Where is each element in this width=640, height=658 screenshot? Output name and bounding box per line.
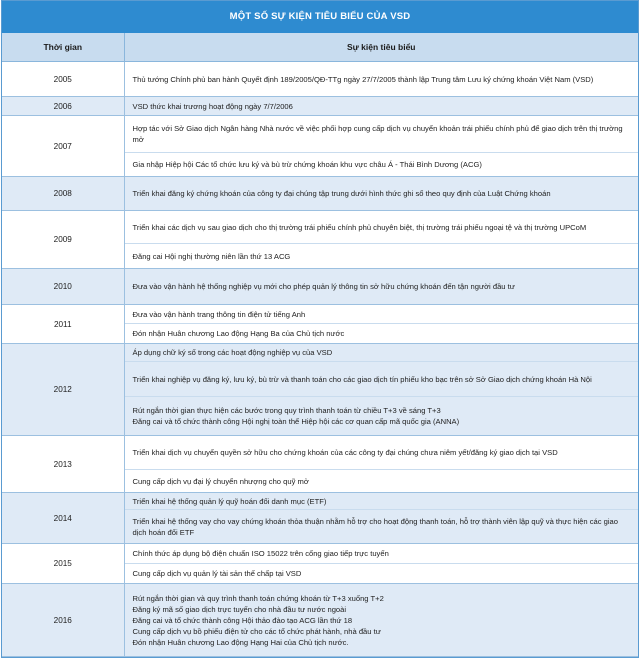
event-cell: Triển khai dịch vụ chuyển quyền sở hữu cho chứng khoán của các công ty đại chúng chưa niêm yết/đăng ký giao dịch tại VSD bbox=[124, 436, 638, 470]
table-row bbox=[2, 116, 638, 153]
event-cell: Rút ngắn thời gian và quy trình thanh toán chứng khoán từ T+3 xuống T+2 Đăng ký mã số giao dịch trực tuyến cho nhà đầu tư nước ngoài Đăng cai và tổ chức thành công Hội thảo đào tạo ACG lần thứ 18 Cung cấp dịch vụ bồ phiếu điện tử cho các tổ chức phát hành, nhà đầu tư Đón nhận Huân chương Lao động Hạng Hai của Chủ tịch nước. bbox=[124, 584, 638, 657]
table-row bbox=[2, 544, 638, 564]
event-cell: Thủ tướng Chính phủ ban hành Quyết định 189/2005/QĐ-TTg ngày 27/7/2005 thành lập Trung tâm Lưu ký chứng khoán Việt Nam (VSD) bbox=[124, 62, 638, 97]
year-cell: 2013 bbox=[2, 436, 124, 493]
event-cell: VSD thức khai trương hoạt động ngày 7/7/2006 bbox=[124, 97, 638, 116]
header-row bbox=[2, 33, 638, 62]
events-table bbox=[2, 33, 638, 657]
table-row bbox=[2, 344, 638, 362]
year-cell: 2015 bbox=[2, 544, 124, 584]
event-cell: Áp dụng chữ ký số trong các hoạt động nghiệp vụ của VSD bbox=[124, 344, 638, 362]
table-row bbox=[2, 436, 638, 470]
table-row bbox=[2, 269, 638, 305]
year-cell: 2007 bbox=[2, 116, 124, 177]
year-cell: 2011 bbox=[2, 305, 124, 344]
table-row bbox=[2, 305, 638, 324]
year-cell: 2005 bbox=[2, 62, 124, 97]
year-cell: 2014 bbox=[2, 493, 124, 544]
event-cell: Triển khai các dịch vụ sau giao dịch cho thị trường trái phiếu chính phủ chuyên biệt, thị trường trái phiếu ngoại tệ và thị trường UPCoM bbox=[124, 211, 638, 244]
event-cell: Triển khai hệ thống vay cho vay chứng khoán thỏa thuận nhằm hỗ trợ cho hoạt động thanh toán, hỗ trợ thành viên lập quỹ và thực hiện các giao dịch hoán đổi ETF bbox=[124, 510, 638, 544]
table-row bbox=[2, 211, 638, 244]
header-time: Thời gian bbox=[2, 33, 124, 62]
event-cell: Đưa vào vận hành hệ thống nghiệp vụ mới cho phép quản lý thông tin sở hữu chứng khoán đến tận người đầu tư bbox=[124, 269, 638, 305]
event-cell: Cung cấp dịch vụ quản lý tài sản thế chấp tại VSD bbox=[124, 564, 638, 584]
event-cell: Triển khai nghiệp vụ đăng ký, lưu ký, bù trừ và thanh toán cho các giao dịch tín phiếu kho bạc trên sở Sở Giao dịch chứng khoán Hà Nội bbox=[124, 362, 638, 397]
year-cell: 2009 bbox=[2, 211, 124, 269]
table-row bbox=[2, 62, 638, 97]
year-cell: 2008 bbox=[2, 177, 124, 211]
table-title: MỘT SỐ SỰ KIỆN TIÊU BIỂU CỦA VSD bbox=[2, 1, 638, 33]
event-cell: Đăng cai Hội nghị thường niên lần thứ 13 ACG bbox=[124, 244, 638, 269]
event-cell: Đưa vào vận hành trang thông tin điện tử tiếng Anh bbox=[124, 305, 638, 324]
header-event: Sự kiện tiêu biểu bbox=[124, 33, 638, 62]
event-cell: Đón nhận Huân chương Lao động Hạng Ba của Chủ tịch nước bbox=[124, 324, 638, 344]
table-row bbox=[2, 177, 638, 211]
table-row bbox=[2, 584, 638, 657]
year-cell: 2016 bbox=[2, 584, 124, 657]
event-cell: Hợp tác với Sở Giao dịch Ngân hàng Nhà nước về việc phối hợp cung cấp dịch vụ chuyển khoản trái phiếu chính phủ để giao dịch trên thị trường mở bbox=[124, 116, 638, 153]
event-cell: Triển khai đăng ký chứng khoán của công ty đại chúng tập trung dưới hình thức ghi sổ theo quy định của Luật Chứng khoán bbox=[124, 177, 638, 211]
table-row bbox=[2, 493, 638, 510]
table-row bbox=[2, 97, 638, 116]
event-cell: Rút ngắn thời gian thực hiện các bước trong quy trình thanh toán từ chiều T+3 về sáng T+3 Đăng cai và tổ chức thành công Hội nghị toàn thể Hiệp hội các cơ quan cấp mã quốc gia (ANNA) bbox=[124, 397, 638, 436]
year-cell: 2010 bbox=[2, 269, 124, 305]
year-cell: 2012 bbox=[2, 344, 124, 436]
event-cell: Gia nhập Hiệp hội Các tổ chức lưu ký và bù trừ chứng khoán khu vực châu Á - Thái Bình Dương (ACG) bbox=[124, 153, 638, 177]
event-cell: Chính thức áp dụng bộ điện chuẩn ISO 15022 trên cổng giao tiếp trực tuyến bbox=[124, 544, 638, 564]
event-cell: Cung cấp dịch vụ đại lý chuyển nhượng cho quỹ mở bbox=[124, 470, 638, 493]
events-table-container bbox=[1, 0, 639, 658]
year-cell: 2006 bbox=[2, 97, 124, 116]
event-cell: Triển khai hệ thống quản lý quỹ hoán đổi danh mục (ETF) bbox=[124, 493, 638, 510]
